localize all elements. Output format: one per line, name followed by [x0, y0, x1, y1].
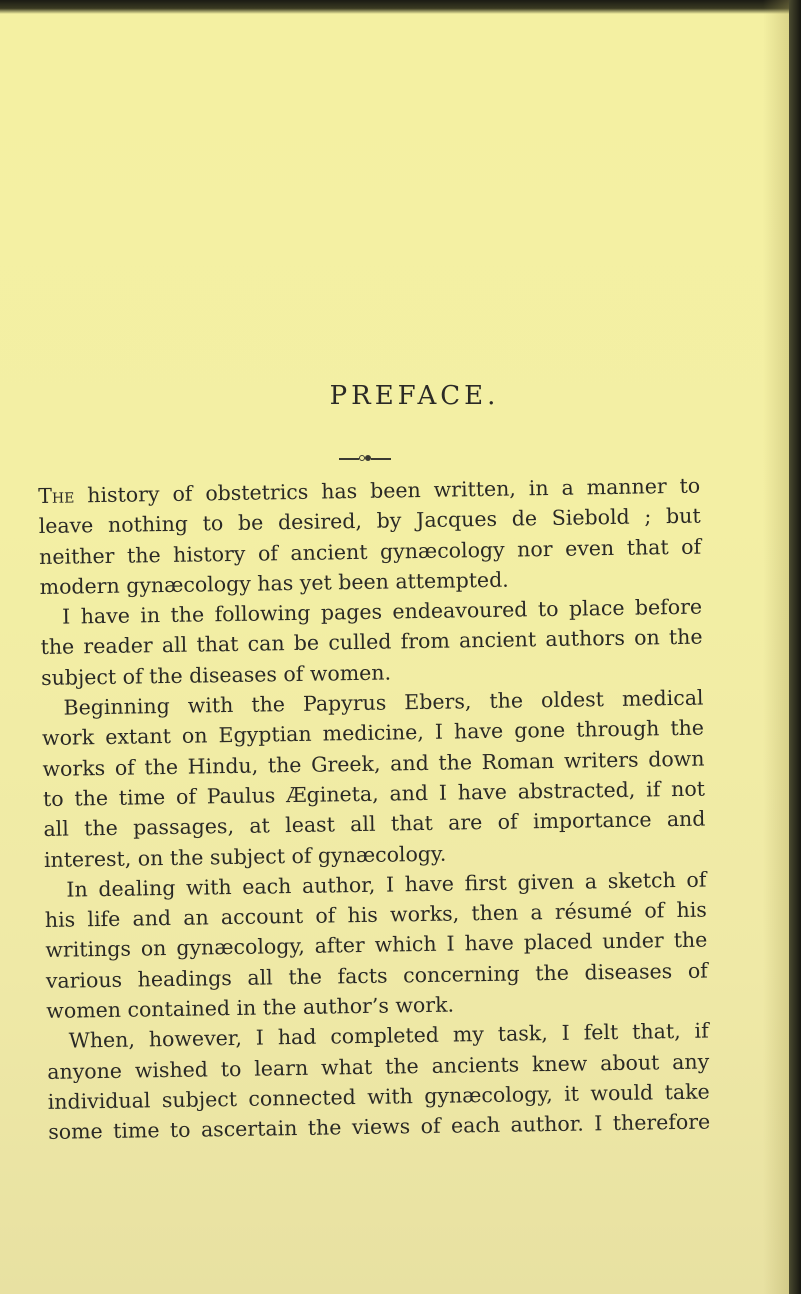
text-line-content: works of the Hindu, the Greek, and the Roman writers down — [42, 746, 705, 781]
text-line-content: work extant on Egyptian medicine, I have gone through the — [41, 715, 705, 751]
opening-word: The — [38, 483, 75, 508]
text-line-content: writings on gynæcology, after which I have placed under the — [45, 927, 708, 963]
text-line-content: subject of the diseases of women. — [40, 660, 392, 690]
text-line-content: various headings all the facts concerning the diseases of — [45, 958, 708, 993]
text-line-content: history of obstetrics has been written, in a manner to — [74, 473, 701, 508]
ornament-line-left — [339, 458, 359, 460]
page-heading: PREFACE. — [329, 381, 500, 411]
text-line-content: the reader all that can be culled from ancient authors on the — [40, 625, 703, 660]
text-line-content: interest, on the subject of gynæcology. — [43, 841, 447, 872]
ornament-line-right — [371, 458, 391, 460]
text-line-content: all the passages, at least all that are of importance and — [43, 806, 706, 842]
text-line-content: modern gynæcology has yet been attempted. — [39, 567, 509, 599]
text-line-content: individual subject connected with gynæcology, it would take — [47, 1079, 710, 1114]
page-top-shadow — [0, 0, 789, 14]
preface-body-text — [38, 471, 710, 1148]
rule-with-circles-ornament-icon — [339, 454, 391, 464]
text-line-content: leave nothing to be desired, by Jacques de Siebold ; but — [38, 503, 701, 539]
text-line-content: some time to ascertain the views of each author. I therefore — [48, 1109, 711, 1145]
text-line-content: I have in the following pages endeavoured to place before — [61, 594, 703, 629]
text-line-content: When, however, I had completed my task, I felt that, if — [68, 1018, 709, 1053]
text-line-content: to the time of Paulus Ægineta, and I have abstracted, if not — [42, 776, 706, 811]
text-line-content: In dealing with each author, I have first given a sketch of — [66, 867, 707, 902]
text-line-content: anyone wished to learn what the ancients knew about any — [47, 1049, 710, 1084]
text-line-content: women contained in the author’s work. — [46, 992, 455, 1023]
text-line-content: neither the history of ancient gynæcology nor even that of — [38, 534, 702, 569]
page-edge-shadow — [789, 0, 801, 1294]
text-line-content: his life and an account of his works, then a résumé of his — [44, 897, 708, 933]
text-line-content: Beginning with the Papyrus Ebers, the oldest medical — [63, 685, 704, 720]
